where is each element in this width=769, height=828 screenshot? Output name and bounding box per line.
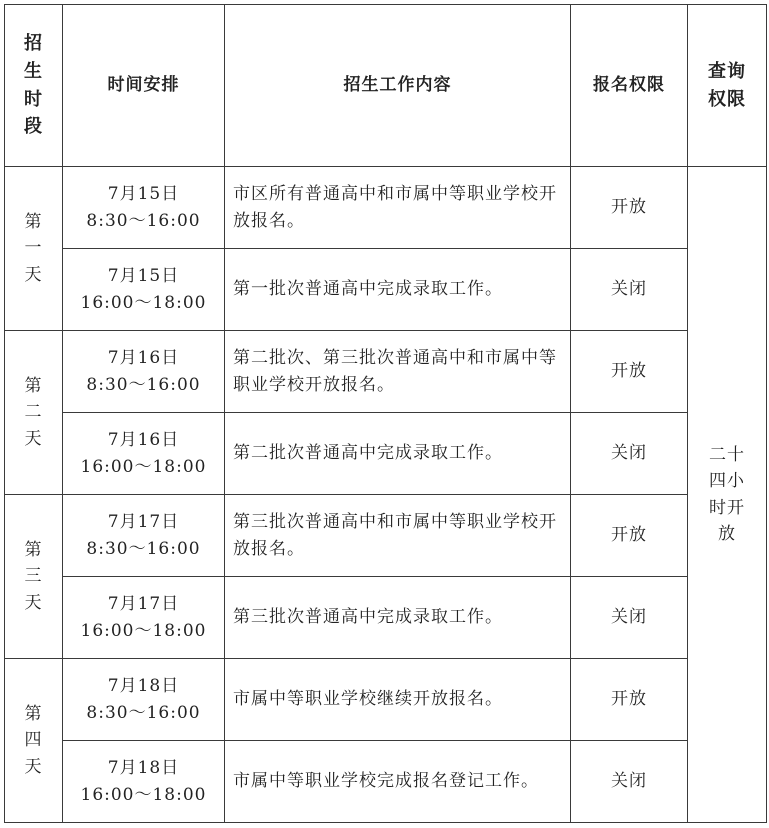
date-text: 7月17日 (107, 594, 180, 615)
header-content: 招生工作内容 (225, 5, 571, 167)
day-label (5, 495, 63, 659)
day-label-text: 第三天 (24, 539, 43, 613)
date-text: 7月16日 (107, 430, 180, 451)
header-signup-access: 报名权限 (571, 5, 688, 167)
content-cell: 市区所有普通高中和市属中等职业学校开放报名。 (225, 167, 571, 249)
content-cell: 第三批次普通高中完成录取工作。 (225, 577, 571, 659)
date-text: 7月15日 (107, 266, 180, 287)
signup-access-cell: 开放 (571, 331, 688, 413)
query-access-cell-text: 二十四小时开放 (708, 444, 745, 544)
hours-text: 8:30～16:00 (86, 210, 201, 231)
signup-access-cell: 关闭 (571, 741, 688, 823)
day-label (5, 331, 63, 495)
content-cell: 市属中等职业学校继续开放报名。 (225, 659, 571, 741)
signup-access-cell: 关闭 (571, 413, 688, 495)
date-text: 7月16日 (107, 348, 180, 369)
signup-access-cell: 开放 (571, 495, 688, 577)
table-row (5, 495, 767, 577)
time-cell (63, 167, 225, 249)
hours-text: 16:00～18:00 (80, 620, 207, 641)
content-cell: 第三批次普通高中和市属中等职业学校开放报名。 (225, 495, 571, 577)
signup-access-cell: 关闭 (571, 249, 688, 331)
table-row (5, 741, 767, 823)
signup-access-cell: 关闭 (571, 577, 688, 659)
header-period-text: 招生时段 (23, 32, 43, 138)
date-text: 7月17日 (107, 512, 180, 533)
enrollment-schedule-table (4, 4, 767, 823)
table-row (5, 331, 767, 413)
table-row (5, 167, 767, 249)
day-label-text: 第四天 (24, 703, 43, 777)
day-label (5, 167, 63, 331)
hours-text: 16:00～18:00 (80, 456, 207, 477)
table-row (5, 249, 767, 331)
hours-text: 16:00～18:00 (80, 292, 207, 313)
day-label-text: 第一天 (24, 211, 43, 285)
date-text: 7月18日 (107, 758, 180, 779)
query-access-cell (688, 167, 767, 823)
date-text: 7月18日 (107, 676, 180, 697)
table-row (5, 577, 767, 659)
time-cell (63, 659, 225, 741)
hours-text: 8:30～16:00 (86, 374, 201, 395)
hours-text: 8:30～16:00 (86, 538, 201, 559)
header-row (5, 5, 767, 167)
header-time: 时间安排 (63, 5, 225, 167)
content-cell: 市属中等职业学校完成报名登记工作。 (225, 741, 571, 823)
signup-access-cell: 开放 (571, 167, 688, 249)
header-period (5, 5, 63, 167)
time-cell (63, 495, 225, 577)
content-cell: 第一批次普通高中完成录取工作。 (225, 249, 571, 331)
content-cell: 第二批次、第三批次普通高中和市属中等职业学校开放报名。 (225, 331, 571, 413)
time-cell (63, 249, 225, 331)
hours-text: 16:00～18:00 (80, 784, 207, 805)
time-cell (63, 741, 225, 823)
signup-access-cell: 开放 (571, 659, 688, 741)
time-cell (63, 413, 225, 495)
time-cell (63, 577, 225, 659)
table-row (5, 659, 767, 741)
table-body (5, 5, 767, 823)
hours-text: 8:30～16:00 (86, 702, 201, 723)
header-query-access (688, 5, 767, 167)
day-label-text: 第二天 (24, 375, 43, 449)
content-cell: 第二批次普通高中完成录取工作。 (225, 413, 571, 495)
date-text: 7月15日 (107, 184, 180, 205)
time-cell (63, 331, 225, 413)
table-row (5, 413, 767, 495)
header-query-access-text: 查询权限 (708, 60, 746, 110)
day-label (5, 659, 63, 823)
